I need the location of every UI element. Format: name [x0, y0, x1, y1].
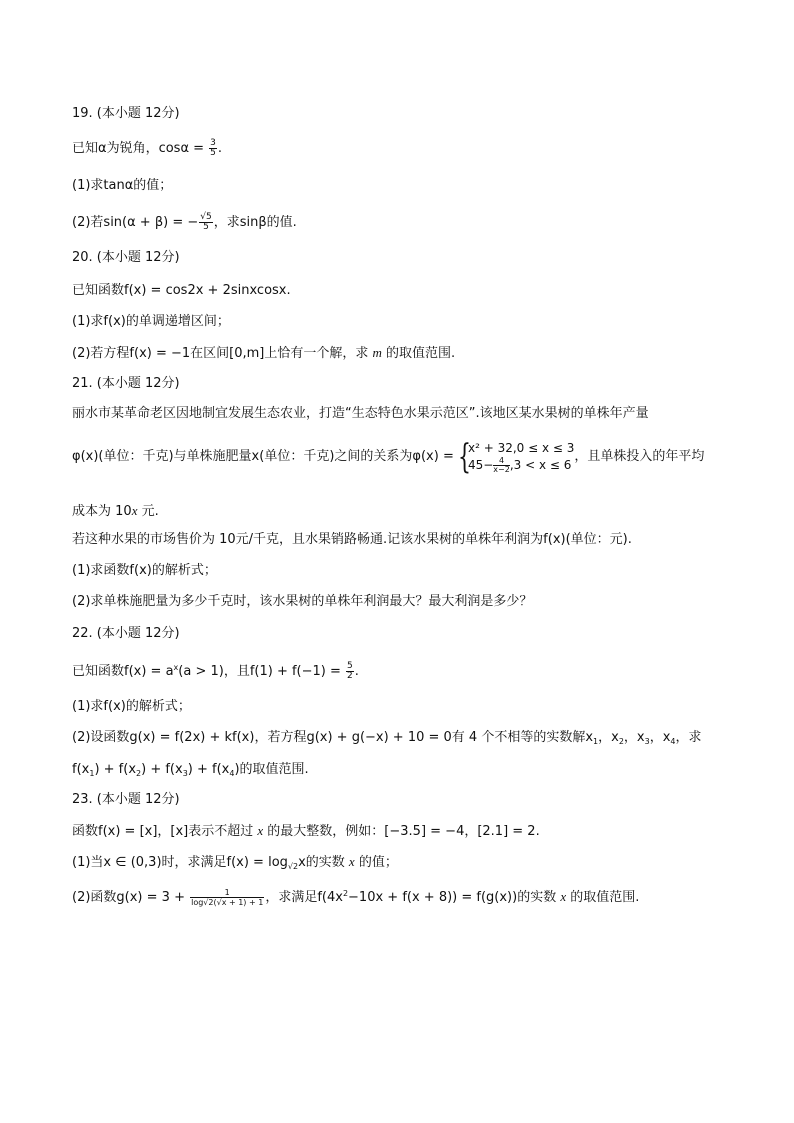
q19-part2-fraction — [199, 213, 212, 232]
piecewise-brace-icon: { — [457, 436, 471, 477]
q23-part2-end: 的取值范围. — [566, 890, 640, 905]
q20-part1: (1)求f(x)的单调递增区间； — [72, 314, 230, 329]
q22-stem-text: 已知函数f(x) = a — [72, 664, 174, 679]
q23-part1-mid: x的实数 — [298, 855, 349, 870]
q22-sub: 1 — [89, 769, 95, 778]
q20-part2-end: 的取值范围. — [381, 346, 456, 361]
q19-part2 — [72, 213, 297, 232]
q23-part2-mid2: −10x + f(x + 8)) = f(g(x))的实数 — [348, 890, 561, 905]
q21-stem-line1: 丽水市某革命老区因地制宜发展生态农业，打造“生态特色水果示范区”.该地区某水果树的单株年产量 — [72, 406, 649, 421]
q23-part1-var: x — [348, 854, 355, 869]
q22-stem — [72, 660, 359, 681]
q23-part1-text: (1)当x ∈ (0,3)时，求满足f(x) = log — [72, 855, 288, 870]
q22-part3-text: )的取值范围. — [234, 762, 309, 777]
q21-part1: (1)求函数f(x)的解析式； — [72, 563, 217, 578]
q21-stem-line2-text: φ(x)(单位：千克)与单株施肥量x(单位：千克)之间的关系为φ(x) = — [72, 449, 458, 464]
q22-sub: 1 — [593, 737, 599, 746]
q21-case2 — [468, 457, 574, 474]
q19-stem-text: 已知α为锐角，cosα = — [72, 141, 209, 156]
q23-header: 23. (本小题 12分) — [72, 792, 180, 807]
q22-stem-end: . — [354, 664, 359, 679]
q19-part2-text: (2)若sin(α + β) = − — [72, 215, 199, 230]
q21-stem-line3-end: 元. — [137, 504, 159, 519]
q19-fraction-den: 5 — [210, 148, 216, 158]
q21-case2-den: x−2 — [493, 464, 510, 474]
q21-stem-line2 — [72, 437, 704, 477]
q23-part1-end: 的值； — [354, 855, 398, 870]
q20-part2-text: (2)若方程f(x) = −1在区间[0,m]上恰有一个解，求 — [72, 346, 373, 361]
q23-part2-exponent: 2 — [342, 889, 349, 898]
q22-part3-text: ) + f(x — [94, 762, 137, 777]
q21-stem-line3-text: 成本为 10 — [72, 504, 132, 519]
q19-stem-end: . — [217, 141, 223, 156]
q21-stem-line3 — [72, 503, 159, 520]
q19-header: 19. (本小题 12分) — [72, 106, 180, 121]
q23-part2 — [72, 886, 639, 907]
q19-part2-num: √5 — [200, 212, 212, 222]
q21-case2-fraction — [493, 457, 510, 474]
q23-part1-log-base: √2 — [287, 862, 299, 871]
q21-part2: (2)求单株施肥量为多少千克时，该水果树的单株年利润最大？最大利润是多少？ — [72, 594, 533, 609]
q22-part1: (1)求f(x)的解析式； — [72, 699, 191, 714]
q23-stem-text: 函数f(x) = [x]，[x]表示不超过 — [72, 824, 258, 839]
q20-header: 20. (本小题 12分) — [72, 250, 180, 265]
q21-case2-text: 45− — [467, 457, 494, 472]
q21-header: 21. (本小题 12分) — [72, 376, 180, 391]
q22-stem-exponent: x — [173, 663, 179, 672]
q22-fraction — [346, 662, 354, 681]
q21-stem-line2-end: ，且单株投入的年平均 — [574, 449, 705, 464]
q23-part2-num: 1 — [190, 888, 264, 898]
q23-part2-mid: ，求满足f(4x — [265, 890, 343, 905]
q21-case1: x² + 32,0 ≤ x ≤ 3 — [467, 440, 575, 455]
q19-fraction-num: 3 — [210, 138, 216, 148]
q23-stem-end: 的最大整数，例如：[−3.5] = −4，[2.1] = 2. — [263, 824, 540, 839]
q20-part2 — [72, 345, 455, 362]
q22-part3-text: ) + f(x — [141, 762, 183, 777]
q22-sub: 4 — [229, 769, 235, 778]
q22-part2-text: ，x — [598, 730, 619, 745]
q23-part1 — [72, 854, 398, 875]
q23-part2-fraction — [190, 888, 264, 907]
q22-header: 22. (本小题 12分) — [72, 626, 180, 641]
q23-part2-var: x — [560, 889, 567, 904]
q21-piecewise — [457, 436, 575, 477]
q22-part2-text: (2)设函数g(x) = f(2x) + kf(x)，若方程g(x) + g(−x) + 10 = 0有 4 个不相等的实数解x — [72, 730, 594, 745]
q22-sub: 2 — [136, 769, 142, 778]
q23-part2-text: (2)函数g(x) = 3 + — [72, 890, 190, 905]
q22-stem-mid: (a > 1)，且f(1) + f(−1) = — [178, 664, 346, 679]
q19-fraction — [209, 139, 217, 158]
q22-sub: 4 — [670, 737, 676, 746]
q21-case2-num: 4 — [493, 457, 510, 466]
q22-fraction-num: 5 — [347, 661, 353, 671]
q21-stem-line3-var: x — [131, 503, 138, 518]
q23-part2-den: log√2(√x + 1) + 1 — [191, 898, 264, 907]
q22-part2-text: ，x — [623, 730, 645, 745]
q23-stem-var: x — [257, 823, 264, 838]
q22-part3-text: f(x — [72, 762, 90, 777]
q21-case2-end: ,3 < x ≤ 6 — [509, 457, 572, 472]
q20-stem: 已知函数f(x) = cos2x + 2sinxcosx. — [72, 283, 291, 298]
q19-part2-end: ，求sinβ的值. — [213, 215, 297, 230]
q22-sub: 2 — [618, 737, 624, 746]
q22-part2-cont — [72, 762, 309, 782]
q22-part3-text: ) + f(x — [187, 762, 230, 777]
q19-part1: (1)求tanα的值； — [72, 178, 173, 193]
q20-part2-var: m — [372, 345, 382, 360]
q22-fraction-den: 2 — [347, 671, 353, 681]
q22-part2-text: ，x — [649, 730, 671, 745]
q22-part2-text: ，求 — [675, 730, 702, 745]
q21-stem-line4: 若这种水果的市场售价为 10元/千克，且水果销路畅通.记该水果树的单株年利润为f(x)(单位：元). — [72, 532, 632, 547]
q19-part2-den: 5 — [203, 222, 209, 232]
q22-part2 — [72, 730, 702, 750]
q19-stem — [72, 139, 222, 158]
q22-sub: 3 — [644, 737, 650, 746]
q23-stem — [72, 823, 540, 840]
q22-sub: 3 — [182, 769, 188, 778]
